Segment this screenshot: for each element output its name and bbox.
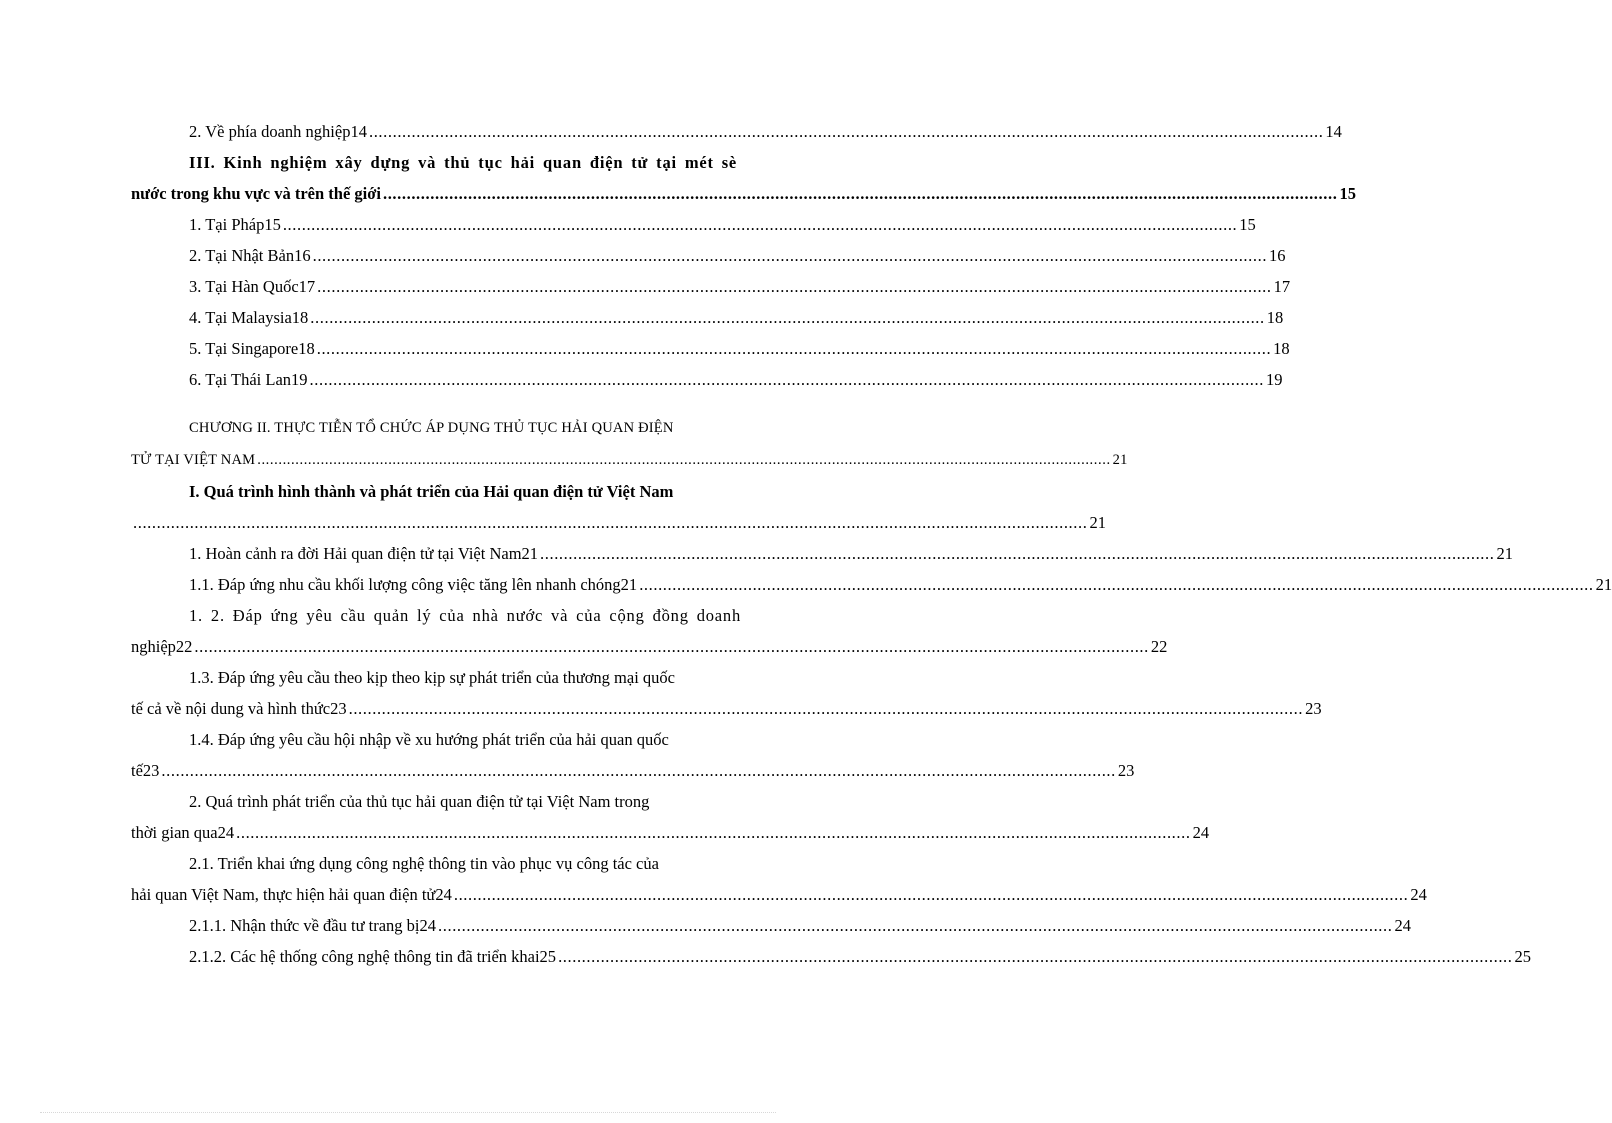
toc-leader-dots: .......................................................................................................................................................................................................... (312, 246, 1268, 265)
toc-page-number: 19 (1265, 370, 1283, 389)
toc-entry[interactable] (131, 178, 1356, 209)
toc-page-number: 18 (1266, 308, 1284, 327)
toc-page-number: 22 (1150, 637, 1168, 656)
toc-leader-dots: .......................................................................................................................................................................................................... (348, 699, 1304, 718)
toc-page-number: 16 (1269, 246, 1286, 265)
page-bottom-rule (40, 1112, 776, 1113)
toc-entry[interactable] (131, 724, 736, 755)
toc-entry[interactable] (131, 910, 1411, 941)
toc-entry-title: 2.1.2. Các hệ thống công nghệ thông tin đã triển khai25 (189, 947, 557, 966)
toc-entry-title: 1.4. Đáp ứng yêu cầu hội nhập về xu hướng phát triển của hải quan quốc (189, 730, 669, 749)
toc-entry[interactable] (131, 538, 1513, 569)
toc-entry-title: nghiệp22 (131, 637, 193, 656)
toc-leader-dots: .......................................................................................................................................................................................................... (310, 308, 1265, 327)
toc-entry[interactable] (131, 364, 1283, 395)
toc-leader-dots: .......................................................................................................................................................................................................... (282, 215, 1238, 234)
toc-leader-dots: .......................................................................................................................................................................................................... (639, 575, 1594, 594)
toc-entry-title: 2. Tại Nhật Bản16 (189, 246, 311, 265)
toc-entry[interactable] (131, 209, 1256, 240)
toc-entry[interactable] (131, 412, 736, 444)
table-of-contents (131, 116, 1612, 972)
toc-leader-dots: .......................................................................................................................................................................................................... (368, 122, 1324, 141)
toc-entry-title: 5. Tại Singapore18 (189, 339, 315, 358)
toc-entry[interactable] (131, 848, 736, 879)
toc-leader-dots: .......................................................................................................................................................................................................... (316, 339, 1272, 358)
toc-entry-title: 6. Tại Thái Lan19 (189, 370, 308, 389)
toc-entry-title: thời gian qua24 (131, 823, 235, 842)
toc-entry-title: 1. 2. Đáp ứng yêu cầu quản lý của nhà nước và của cộng đồng doanh (189, 606, 742, 625)
toc-entry-title: 2.1. Triển khai ứng dụng công nghệ thông tin vào phục vụ công tác của (189, 854, 659, 873)
toc-entry-title: 1. Hoàn cảnh ra đời Hải quan điện tử tại Việt Nam21 (189, 544, 539, 563)
toc-entry[interactable] (131, 147, 736, 178)
toc-entry-title: 2.1.1. Nhận thức về đầu tư trang bị24 (189, 916, 437, 935)
toc-page-number: 14 (1325, 122, 1342, 141)
toc-leader-dots: .......................................................................................................................................................................................................... (540, 544, 1495, 563)
toc-entry[interactable] (131, 755, 1135, 786)
toc-entry-title: 2. Quá trình phát triển của thủ tục hải quan điện tử tại Việt Nam trong (189, 792, 650, 811)
toc-page-number: 15 (1339, 184, 1356, 203)
toc-entry-title: 1.3. Đáp ứng yêu cầu theo kịp theo kịp sự phát triển của thương mại quốc (189, 668, 675, 687)
toc-page-number: 21 (1089, 513, 1106, 532)
toc-entry[interactable] (131, 662, 736, 693)
toc-page-number: 23 (1305, 699, 1322, 718)
toc-entry[interactable] (131, 879, 1427, 910)
toc-entry-title: I. Quá trình hình thành và phát triển của Hải quan điện tử Việt Nam (189, 482, 674, 501)
toc-entry[interactable] (131, 569, 1612, 600)
toc-entry[interactable] (131, 507, 1106, 538)
toc-entry[interactable] (131, 444, 1128, 476)
toc-page-number: 21 (1112, 452, 1128, 468)
toc-entry-title: 1. Tại Pháp15 (189, 215, 281, 234)
toc-page-number: 24 (1410, 885, 1427, 904)
toc-entry-title: tế23 (131, 761, 160, 780)
toc-entry-title: TỬ TẠI VIỆT NAM (131, 452, 256, 468)
toc-page-number: 24 (1394, 916, 1411, 935)
toc-leader-dots: .......................................................................................................................................................................................................... (309, 370, 1264, 389)
toc-entry-title: III. Kinh nghiệm xây dựng và thủ tục hải quan điện tử tại mét sè (189, 153, 738, 172)
toc-entry-title: 1.1. Đáp ứng nhu cầu khối lượng công việc tăng lên nhanh chóng21 (189, 575, 638, 594)
toc-entry[interactable] (131, 116, 1342, 147)
toc-entry[interactable] (131, 693, 1322, 724)
toc-leader-dots: .......................................................................................................................................................................................................... (257, 452, 1111, 468)
toc-leader-dots: .......................................................................................................................................................................................................... (382, 184, 1338, 203)
toc-leader-dots: .......................................................................................................................................................................................................... (194, 637, 1149, 656)
toc-page-number: 17 (1273, 277, 1291, 296)
toc-entry[interactable] (131, 476, 736, 507)
toc-page-number: 18 (1273, 339, 1290, 358)
toc-page-number: 15 (1239, 215, 1256, 234)
toc-entry[interactable] (131, 631, 1168, 662)
toc-entry-title: 3. Tại Hàn Quốc17 (189, 277, 316, 296)
toc-entry[interactable] (131, 941, 1532, 972)
toc-entry-title: 2. Về phía doanh nghiệp14 (189, 122, 367, 141)
toc-entry-title: nước trong khu vực và trên thế giới (131, 184, 381, 203)
toc-entry[interactable] (131, 600, 742, 631)
toc-entry[interactable] (131, 302, 1284, 333)
toc-leader-dots: .......................................................................................................................................................................................................... (236, 823, 1191, 842)
toc-leader-dots: .......................................................................................................................................................................................................... (438, 916, 1393, 935)
section-gap (131, 395, 736, 412)
toc-entry[interactable] (131, 240, 1286, 271)
toc-entry-title: tế cả về nội dung và hình thức23 (131, 699, 347, 718)
toc-page-number: 21 (1595, 575, 1612, 594)
toc-page-number: 25 (1514, 947, 1532, 966)
toc-entry-title: 4. Tại Malaysia18 (189, 308, 309, 327)
toc-page-number: 21 (1496, 544, 1513, 563)
toc-leader-dots: .......................................................................................................................................................................................................... (453, 885, 1409, 904)
toc-entry[interactable] (131, 271, 1291, 302)
toc-leader-dots: .......................................................................................................................................................................................................... (161, 761, 1116, 780)
toc-entry-title: CHƯƠNG II. THỰC TIỄN TỔ CHỨC ÁP DỤNG THỦ TỤC HẢI QUAN ĐIỆN (189, 420, 674, 436)
toc-leader-dots: .......................................................................................................................................................................................................... (317, 277, 1272, 296)
toc-leader-dots: .......................................................................................................................................................................................................... (133, 513, 1088, 532)
toc-leader-dots: .......................................................................................................................................................................................................... (558, 947, 1513, 966)
toc-entry[interactable] (131, 817, 1210, 848)
toc-page-number: 23 (1117, 761, 1135, 780)
toc-entry[interactable] (131, 333, 1290, 364)
toc-entry-title: hải quan Việt Nam, thực hiện hải quan điện tử24 (131, 885, 452, 904)
toc-page-number: 24 (1192, 823, 1210, 842)
toc-entry[interactable] (131, 786, 736, 817)
